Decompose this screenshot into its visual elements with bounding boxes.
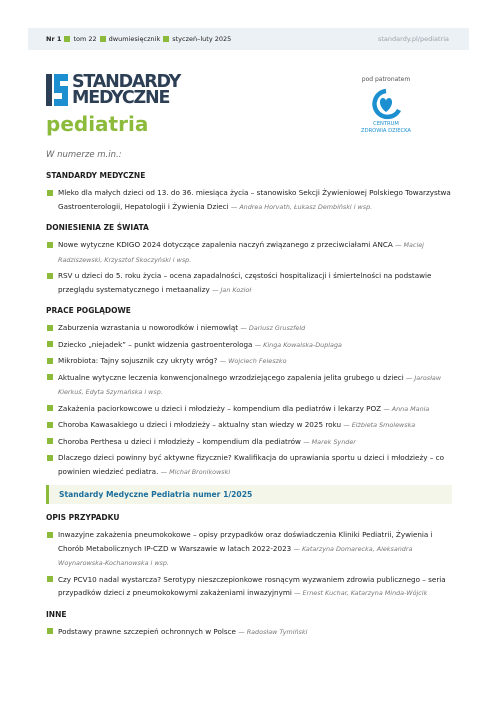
section-heading: PRACE POGLĄDOWE: [46, 306, 131, 315]
article-title: Mikrobiota: Tajny sojusznik czy ukryty wróg?: [58, 356, 218, 365]
article-item[interactable]: [46, 435, 452, 450]
article-item[interactable]: [46, 238, 452, 267]
article-title: Choroba Kawasakiego u dzieci i młodzieży – aktualny stan wiedzy w 2025 roku: [58, 420, 342, 429]
heart-logo-icon: [360, 88, 412, 124]
square-bullet-icon: [47, 325, 53, 331]
article-item[interactable]: [46, 402, 452, 417]
article-authors: — Maciej Radziszewski, Krzysztof Skoczyński i wsp.: [58, 241, 424, 264]
article-title: Zakażenia paciorkowcowe u dzieci i młodzieży – kompendium dla pediatrów i lekarzy POZ: [58, 403, 382, 413]
article-title: Podstawy prawne szczepień ochronnych w Polsce: [58, 626, 236, 636]
article-authors: — Elżbieta Smolewska: [343, 421, 416, 429]
square-bullet-icon: [47, 242, 53, 248]
header-bar: [28, 28, 469, 50]
square-bullet-icon: [47, 438, 53, 444]
square-bullet-icon: [47, 341, 53, 347]
article-item[interactable]: [46, 418, 452, 433]
article-title: Mleko dla małych dzieci od 13. do 36. miesiąca życia – stanowisko Sekcji Żywieniowej Polskiego Towarzystwa Gastroenterologii, Hepatologii i Żywienia Dzieci: [58, 188, 451, 211]
brand-line-1: STANDARDY: [72, 72, 181, 92]
article-authors: — Radosław Tymiński: [238, 627, 308, 636]
table-of-contents: [46, 162, 452, 641]
article-title: Zaburzenia wzrastania u noworodków i niemowląt: [58, 323, 239, 332]
article-item[interactable]: [46, 625, 452, 640]
section-heading: INNE: [46, 609, 67, 619]
intro-text: W numerze m.in.:: [46, 150, 122, 160]
article-item[interactable]: [46, 451, 452, 479]
brand-subtitle: pediatria: [46, 112, 149, 136]
article-authors: — Andrea Horvath, Łukasz Dembiński i wsp.: [230, 202, 373, 211]
article-title: Dlaczego dzieci powinny być aktywne fizycznie? Kwalifikacja do uprawiania sportu u dzieci i młodzieży – co powinien wiedzieć pediatra.: [58, 453, 444, 476]
square-bullet-icon: [47, 374, 53, 380]
article-title: Aktualne wytyczne leczenia konwencjonalnego wrzodziejącego zapalenia jelita grubego u dzieci: [58, 372, 404, 382]
square-bullet-icon: [100, 36, 106, 42]
article-item[interactable]: [46, 269, 452, 297]
article-item[interactable]: [46, 321, 452, 336]
volume: tom 22: [73, 35, 97, 43]
article-title: Dziecko „niejadek” – punkt widzenia gastroenterologa: [58, 339, 253, 349]
article-authors: — Kinga Kowalska-Duplaga: [254, 340, 342, 349]
article-authors: — Wojciech Feleszko: [219, 357, 287, 365]
article-authors: — Michał Bronikowski: [160, 467, 231, 476]
square-bullet-icon: [47, 273, 53, 279]
frequency: dwumiesięcznik: [108, 35, 161, 43]
square-bullet-icon: [64, 36, 70, 42]
patron-org: [354, 121, 418, 135]
article-item[interactable]: [46, 573, 452, 601]
section-heading: STANDARDY MEDYCZNE: [46, 171, 146, 180]
article-authors: — Ernest Kuchar, Katarzyna Minda-Wójcik: [294, 589, 428, 597]
square-bullet-icon: [47, 576, 53, 582]
patronage-label: pod patronatem: [361, 76, 411, 83]
square-bullet-icon: [47, 532, 53, 538]
brand-line-2: MEDYCZNE: [72, 88, 170, 108]
square-bullet-icon: [47, 190, 53, 196]
article-item[interactable]: [46, 186, 452, 214]
article-title: Nowe wytyczne KDIGO 2024 dotyczące zapalenia naczyń związanego z przeciwciałami ANCA: [58, 240, 393, 249]
article-authors: — Jarosław Kierkuś, Edyta Szymańska i wsp.: [58, 373, 442, 396]
article-item[interactable]: [46, 354, 452, 369]
logo-mark-icon: [46, 74, 68, 106]
article-authors: — Marek Synder: [303, 437, 356, 446]
article-title: Choroba Perthesa u dzieci i młodzieży – kompendium dla pediatrów: [58, 436, 301, 446]
article-item[interactable]: [46, 338, 452, 353]
article-item[interactable]: [46, 371, 452, 400]
square-bullet-icon: [163, 36, 169, 42]
article-authors: — Jan Kozioł: [212, 285, 252, 294]
article-authors: — Anna Mania: [383, 404, 430, 413]
website-link[interactable]: standardy.pl/pediatria: [378, 35, 449, 43]
article-authors: — Katarzyna Domarecka, Aleksandra Woynarowska-Kochanowska i wsp.: [58, 544, 413, 567]
square-bullet-icon: [47, 455, 53, 461]
issue-info: [46, 35, 231, 43]
square-bullet-icon: [47, 358, 53, 364]
square-bullet-icon: [47, 422, 53, 428]
square-bullet-icon: [47, 405, 53, 411]
brand-logo: [46, 74, 180, 106]
square-bullet-icon: [47, 628, 53, 634]
article-title: RSV u dzieci do 5. roku życia – ocena zapadalności, częstości hospitalizacji i śmiertelności na podstawie przeglądu systematycznego i metaanalizy: [58, 271, 432, 294]
section-heading: DONIESIENIA ZE ŚWIATA: [46, 223, 149, 232]
issue-date: styczeń–luty 2025: [172, 35, 232, 43]
section-heading: OPIS PRZYPADKU: [46, 513, 120, 522]
article-title: Czy PCV10 nadal wystarcza? Serotypy nieszczepionkowe rosnącym wyzwaniem zdrowia publicznego – seria przypadków dzieci z pneumokokowymi zakażeniami inwazyjnymi: [58, 574, 446, 597]
article-title: Inwazyjne zakażenia pneumokokowe – opisy przypadków oraz doświadczenia Kliniki Pediatrii, Żywienia i Chorób Metabolicznych IP-CZD w Warszawie w latach 2022-2023: [58, 530, 433, 553]
issue-number: Nr 1: [46, 35, 62, 43]
patron-org-line-1: CENTRUM: [373, 121, 399, 127]
article-authors: — Dariusz Gruszfeld: [240, 324, 306, 332]
article-item[interactable]: [46, 528, 452, 571]
issue-banner: Standardy Medyczne Pediatria numer 1/2025: [46, 485, 452, 504]
patron-org-line-2: ZDROWIA DZIECKA: [361, 128, 411, 134]
